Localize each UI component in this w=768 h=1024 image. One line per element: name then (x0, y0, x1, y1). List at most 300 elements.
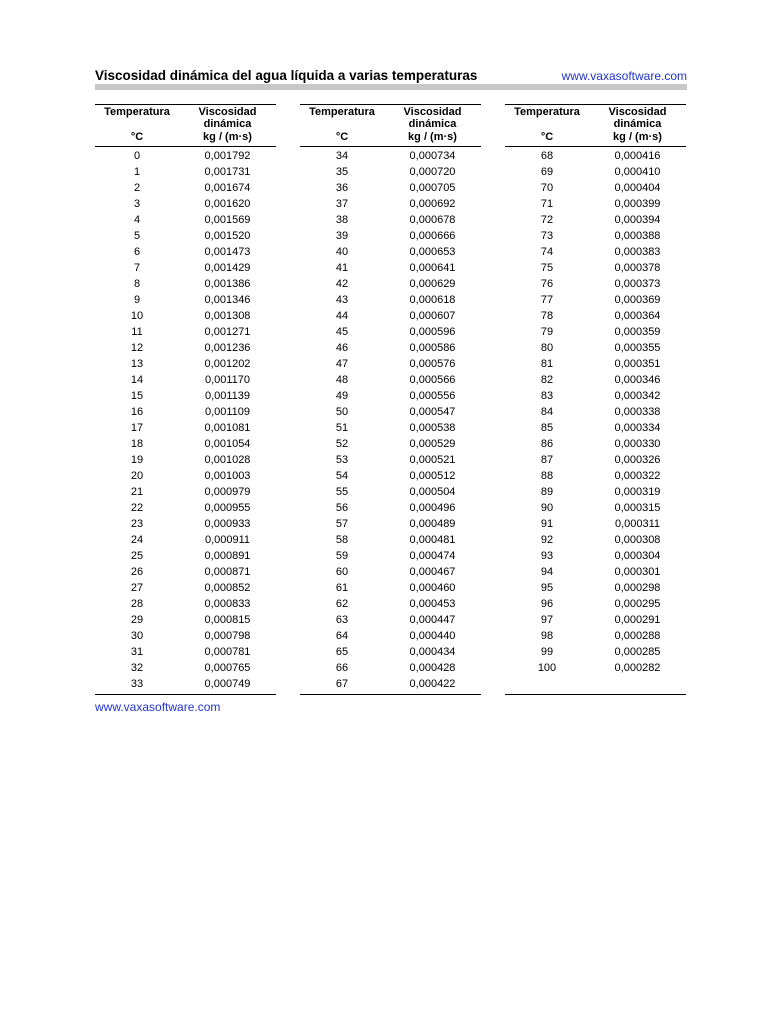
temperature-cell: 84 (540, 406, 554, 418)
temperature-cell: 57 (335, 518, 349, 530)
temperature-cell: 32 (130, 662, 144, 674)
header-viscosity-label: Viscosidad dinámica (403, 106, 462, 130)
table-row (300, 164, 481, 180)
temperature-cell: 40 (335, 246, 349, 258)
temperature-cell: 91 (540, 518, 554, 530)
temperature-cell: 34 (335, 150, 349, 162)
table-row (300, 244, 481, 260)
table-row (300, 676, 481, 692)
temperature-cell: 97 (540, 614, 554, 626)
temperature-cell: 95 (540, 582, 554, 594)
viscosity-cell: 0,001271 (204, 326, 251, 338)
temperature-cell: 47 (335, 358, 349, 370)
table-row (505, 564, 686, 580)
viscosity-cell: 0,001386 (204, 278, 251, 290)
viscosity-cell: 0,000404 (614, 182, 661, 194)
table-row (505, 644, 686, 660)
table-row (95, 276, 276, 292)
table-row (505, 388, 686, 404)
temperature-cell: 82 (540, 374, 554, 386)
header-viscosity-unit: kg / (m·s) (408, 131, 457, 143)
temperature-cell: 53 (335, 454, 349, 466)
temperature-cell: 43 (335, 294, 349, 306)
viscosity-cell: 0,000453 (409, 598, 456, 610)
viscosity-cell: 0,001308 (204, 310, 251, 322)
temperature-cell: 81 (540, 358, 554, 370)
viscosity-cell: 0,001429 (204, 262, 251, 274)
table-row (505, 372, 686, 388)
table-row (95, 164, 276, 180)
table-row (95, 436, 276, 452)
temperature-cell: 100 (537, 662, 557, 674)
table-row (95, 420, 276, 436)
table-row (95, 596, 276, 612)
table-row (300, 196, 481, 212)
temperature-cell: 83 (540, 390, 554, 402)
viscosity-cell: 0,000467 (409, 566, 456, 578)
viscosity-cell: 0,001139 (204, 390, 251, 402)
temperature-cell: 61 (335, 582, 349, 594)
table-row (505, 532, 686, 548)
table-row (300, 612, 481, 628)
viscosity-cell: 0,000891 (204, 550, 251, 562)
viscosity-cell: 0,000288 (614, 630, 661, 642)
table-row (95, 548, 276, 564)
temperature-cell: 86 (540, 438, 554, 450)
temperature-cell: 3 (133, 198, 141, 210)
viscosity-cell: 0,001520 (204, 230, 251, 242)
table-row (95, 628, 276, 644)
viscosity-cell: 0,000481 (409, 534, 456, 546)
table-row (95, 372, 276, 388)
temperature-cell: 39 (335, 230, 349, 242)
temperature-cell: 73 (540, 230, 554, 242)
temperature-cell: 27 (130, 582, 144, 594)
temperature-cell: 71 (540, 198, 554, 210)
temperature-cell: 88 (540, 470, 554, 482)
temperature-cell: 17 (130, 422, 144, 434)
temperature-cell: 29 (130, 614, 144, 626)
table-row (505, 228, 686, 244)
table-body (300, 147, 481, 695)
viscosity-cell: 0,000422 (409, 678, 456, 690)
viscosity-cell: 0,000653 (409, 246, 456, 258)
viscosity-cell: 0,000489 (409, 518, 456, 530)
table-row (300, 516, 481, 532)
temperature-cell: 25 (130, 550, 144, 562)
table-row (300, 276, 481, 292)
viscosity-cell: 0,000351 (614, 358, 661, 370)
table-row (300, 580, 481, 596)
temperature-cell: 60 (335, 566, 349, 578)
viscosity-cell: 0,001003 (204, 470, 251, 482)
viscosity-cell: 0,000334 (614, 422, 661, 434)
table-row (300, 420, 481, 436)
viscosity-cell: 0,001028 (204, 454, 251, 466)
table-row (505, 612, 686, 628)
viscosity-cell: 0,000291 (614, 614, 661, 626)
table-row (505, 356, 686, 372)
table-row (95, 340, 276, 356)
table-row (95, 452, 276, 468)
viscosity-cell: 0,000933 (204, 518, 251, 530)
table-row (95, 356, 276, 372)
viscosity-cell: 0,001109 (204, 406, 251, 418)
site-link-bottom[interactable]: www.vaxasoftware.com (95, 700, 221, 714)
table-row (505, 452, 686, 468)
viscosity-cell: 0,000373 (614, 278, 661, 290)
table-row (300, 292, 481, 308)
temperature-cell: 30 (130, 630, 144, 642)
table-row (95, 612, 276, 628)
table-row (300, 484, 481, 500)
table-row (300, 404, 481, 420)
temperature-cell: 35 (335, 166, 349, 178)
temperature-cell: 74 (540, 246, 554, 258)
temperature-cell: 80 (540, 342, 554, 354)
temperature-cell: 54 (335, 470, 349, 482)
table-row (300, 644, 481, 660)
table-row (95, 180, 276, 196)
temperature-cell: 41 (335, 262, 349, 274)
table-row (95, 308, 276, 324)
header-viscosity-unit: kg / (m·s) (203, 131, 252, 143)
temperature-cell: 18 (130, 438, 144, 450)
temperature-cell: 59 (335, 550, 349, 562)
temperature-cell: 98 (540, 630, 554, 642)
temperature-cell: 87 (540, 454, 554, 466)
viscosity-cell: 0,001170 (204, 374, 251, 386)
viscosity-cell: 0,000815 (204, 614, 251, 626)
viscosity-cell: 0,000521 (409, 454, 456, 466)
viscosity-table-3 (505, 104, 686, 695)
table-row (505, 148, 686, 164)
viscosity-cell: 0,000734 (409, 150, 456, 162)
viscosity-cell: 0,001081 (204, 422, 251, 434)
temperature-cell: 85 (540, 422, 554, 434)
table-row (300, 212, 481, 228)
header-viscosity-label: Viscosidad dinámica (608, 106, 667, 130)
temperature-cell: 22 (130, 502, 144, 514)
table-row (95, 484, 276, 500)
table-row (300, 180, 481, 196)
viscosity-cell: 0,000308 (614, 534, 661, 546)
temperature-cell: 62 (335, 598, 349, 610)
viscosity-cell: 0,000979 (204, 486, 251, 498)
table-row (505, 212, 686, 228)
temperature-cell: 93 (540, 550, 554, 562)
table-row (505, 596, 686, 612)
viscosity-cell: 0,000474 (409, 550, 456, 562)
temperature-cell: 5 (133, 230, 141, 242)
viscosity-cell: 0,000538 (409, 422, 456, 434)
table-row (300, 308, 481, 324)
viscosity-cell: 0,000394 (614, 214, 661, 226)
temperature-cell: 4 (133, 214, 141, 226)
viscosity-cell: 0,000311 (614, 518, 661, 530)
table-row (95, 580, 276, 596)
table-row (95, 404, 276, 420)
table-row (95, 292, 276, 308)
table-row (95, 324, 276, 340)
viscosity-cell: 0,000781 (204, 646, 251, 658)
table-row (505, 580, 686, 596)
table-row (505, 420, 686, 436)
table-row (95, 532, 276, 548)
viscosity-cell: 0,000618 (409, 294, 456, 306)
temperature-cell: 26 (130, 566, 144, 578)
temperature-cell: 63 (335, 614, 349, 626)
viscosity-cell: 0,000852 (204, 582, 251, 594)
table-row (95, 676, 276, 692)
table-row (300, 660, 481, 676)
header-viscosity-unit: kg / (m·s) (613, 131, 662, 143)
temperature-cell: 12 (130, 342, 144, 354)
table-header (505, 105, 686, 147)
table-row (95, 244, 276, 260)
table-row (300, 324, 481, 340)
table-body (95, 147, 276, 695)
table-header (95, 105, 276, 147)
temperature-cell: 92 (540, 534, 554, 546)
temperature-cell: 77 (540, 294, 554, 306)
table-row (300, 564, 481, 580)
viscosity-table-2 (300, 104, 481, 695)
viscosity-cell: 0,000692 (409, 198, 456, 210)
table-row (505, 180, 686, 196)
table-row (505, 484, 686, 500)
table-row (505, 548, 686, 564)
temperature-cell: 28 (130, 598, 144, 610)
viscosity-cell: 0,000285 (614, 646, 661, 658)
temperature-cell: 70 (540, 182, 554, 194)
temperature-cell: 78 (540, 310, 554, 322)
temperature-cell: 8 (133, 278, 141, 290)
table-row (505, 436, 686, 452)
viscosity-table-1 (95, 104, 276, 695)
viscosity-cell: 0,000322 (614, 470, 661, 482)
temperature-cell: 31 (130, 646, 144, 658)
temperature-cell: 96 (540, 598, 554, 610)
table-row (95, 660, 276, 676)
table-row (505, 244, 686, 260)
table-row (505, 276, 686, 292)
viscosity-cell: 0,000720 (409, 166, 456, 178)
viscosity-cell: 0,001792 (204, 150, 251, 162)
table-row (300, 388, 481, 404)
table-row (300, 372, 481, 388)
temperature-cell: 21 (130, 486, 144, 498)
viscosity-cell: 0,000871 (204, 566, 251, 578)
viscosity-cell: 0,000346 (614, 374, 661, 386)
temperature-cell: 2 (133, 182, 141, 194)
table-row (95, 564, 276, 580)
viscosity-cell: 0,000383 (614, 246, 661, 258)
temperature-cell: 66 (335, 662, 349, 674)
viscosity-cell: 0,000460 (409, 582, 456, 594)
table-row (505, 292, 686, 308)
viscosity-cell: 0,001620 (204, 198, 251, 210)
header-temperature-label: Temperatura (104, 106, 170, 118)
table-row (95, 196, 276, 212)
viscosity-cell: 0,000798 (204, 630, 251, 642)
table-row (300, 228, 481, 244)
temperature-cell: 68 (540, 150, 554, 162)
temperature-cell: 75 (540, 262, 554, 274)
temperature-cell: 46 (335, 342, 349, 354)
temperature-cell: 67 (335, 678, 349, 690)
table-row (95, 228, 276, 244)
viscosity-cell: 0,000596 (409, 326, 456, 338)
temperature-cell: 90 (540, 502, 554, 514)
table-row (505, 340, 686, 356)
viscosity-cell: 0,000428 (409, 662, 456, 674)
page-title: Viscosidad dinámica del agua líquida a varias temperaturas (95, 68, 478, 83)
temperature-cell: 79 (540, 326, 554, 338)
temperature-cell: 37 (335, 198, 349, 210)
temperature-cell: 50 (335, 406, 349, 418)
viscosity-cell: 0,000399 (614, 198, 661, 210)
viscosity-cell: 0,000504 (409, 486, 456, 498)
viscosity-cell: 0,000330 (614, 438, 661, 450)
table-row (300, 356, 481, 372)
viscosity-cell: 0,000512 (409, 470, 456, 482)
viscosity-cell: 0,000955 (204, 502, 251, 514)
temperature-cell: 51 (335, 422, 349, 434)
viscosity-cell: 0,001202 (204, 358, 251, 370)
temperature-cell: 44 (335, 310, 349, 322)
table-row (505, 660, 686, 676)
temperature-cell: 69 (540, 166, 554, 178)
table-row (505, 260, 686, 276)
temperature-cell: 33 (130, 678, 144, 690)
viscosity-cell: 0,000641 (409, 262, 456, 274)
temperature-cell: 56 (335, 502, 349, 514)
viscosity-cell: 0,000749 (204, 678, 251, 690)
table-row (300, 260, 481, 276)
table-row (95, 468, 276, 484)
temperature-cell: 13 (130, 358, 144, 370)
table-header (300, 105, 481, 147)
temperature-cell: 76 (540, 278, 554, 290)
table-row (300, 468, 481, 484)
viscosity-cell: 0,001346 (204, 294, 251, 306)
viscosity-cell: 0,000765 (204, 662, 251, 674)
table-row (300, 596, 481, 612)
temperature-cell: 99 (540, 646, 554, 658)
temperature-cell: 1 (133, 166, 141, 178)
temperature-cell: 20 (130, 470, 144, 482)
viscosity-cell: 0,000434 (409, 646, 456, 658)
viscosity-cell: 0,000315 (614, 502, 661, 514)
viscosity-cell: 0,000319 (614, 486, 661, 498)
viscosity-cell: 0,001731 (204, 166, 251, 178)
viscosity-cell: 0,000304 (614, 550, 661, 562)
temperature-cell: 6 (133, 246, 141, 258)
table-row (95, 212, 276, 228)
table-body (505, 147, 686, 695)
site-link-top[interactable]: www.vaxasoftware.com (561, 69, 687, 83)
header-temperature-label: Temperatura (309, 106, 375, 118)
table-row (95, 644, 276, 660)
table-row (95, 148, 276, 164)
temperature-cell: 16 (130, 406, 144, 418)
temperature-cell: 9 (133, 294, 141, 306)
viscosity-cell: 0,000447 (409, 614, 456, 626)
table-row (505, 324, 686, 340)
table-row (505, 196, 686, 212)
viscosity-cell: 0,000529 (409, 438, 456, 450)
header-divider-bar (95, 84, 687, 90)
temperature-cell: 45 (335, 326, 349, 338)
viscosity-cell: 0,001569 (204, 214, 251, 226)
header-temperature-label: Temperatura (514, 106, 580, 118)
temperature-cell: 48 (335, 374, 349, 386)
temperature-cell: 23 (130, 518, 144, 530)
temperature-cell: 24 (130, 534, 144, 546)
viscosity-cell: 0,000388 (614, 230, 661, 242)
temperature-cell: 89 (540, 486, 554, 498)
temperature-cell: 36 (335, 182, 349, 194)
table-row (505, 468, 686, 484)
temperature-cell: 94 (540, 566, 554, 578)
table-row (95, 500, 276, 516)
table-row (95, 516, 276, 532)
viscosity-cell: 0,000295 (614, 598, 661, 610)
table-row (300, 532, 481, 548)
table-row (300, 436, 481, 452)
viscosity-cell: 0,000911 (204, 534, 251, 546)
viscosity-cell: 0,001236 (204, 342, 251, 354)
viscosity-cell: 0,000440 (409, 630, 456, 642)
viscosity-cell: 0,000416 (614, 150, 661, 162)
table-row (300, 628, 481, 644)
temperature-cell: 15 (130, 390, 144, 402)
table-row (505, 628, 686, 644)
temperature-cell: 65 (335, 646, 349, 658)
viscosity-cell: 0,000607 (409, 310, 456, 322)
viscosity-cell: 0,000496 (409, 502, 456, 514)
header-temperature-unit: °C (130, 131, 144, 143)
viscosity-cell: 0,000410 (614, 166, 661, 178)
viscosity-cell: 0,001054 (204, 438, 251, 450)
viscosity-cell: 0,000282 (614, 662, 661, 674)
viscosity-cell: 0,000705 (409, 182, 456, 194)
table-row (300, 148, 481, 164)
viscosity-cell: 0,000629 (409, 278, 456, 290)
table-row (300, 500, 481, 516)
viscosity-cell: 0,000586 (409, 342, 456, 354)
table-row (95, 260, 276, 276)
table-row (505, 164, 686, 180)
viscosity-cell: 0,000678 (409, 214, 456, 226)
viscosity-cell: 0,000342 (614, 390, 661, 402)
table-row (505, 516, 686, 532)
viscosity-cell: 0,000378 (614, 262, 661, 274)
temperature-cell: 55 (335, 486, 349, 498)
temperature-cell: 11 (131, 326, 143, 338)
temperature-cell: 7 (133, 262, 141, 274)
viscosity-cell: 0,000566 (409, 374, 456, 386)
temperature-cell: 38 (335, 214, 349, 226)
temperature-cell: 42 (335, 278, 349, 290)
viscosity-cell: 0,000666 (409, 230, 456, 242)
viscosity-cell: 0,000326 (614, 454, 661, 466)
table-row-empty (505, 676, 686, 692)
temperature-cell: 19 (130, 454, 144, 466)
temperature-cell: 72 (540, 214, 554, 226)
temperature-cell: 0 (133, 150, 141, 162)
